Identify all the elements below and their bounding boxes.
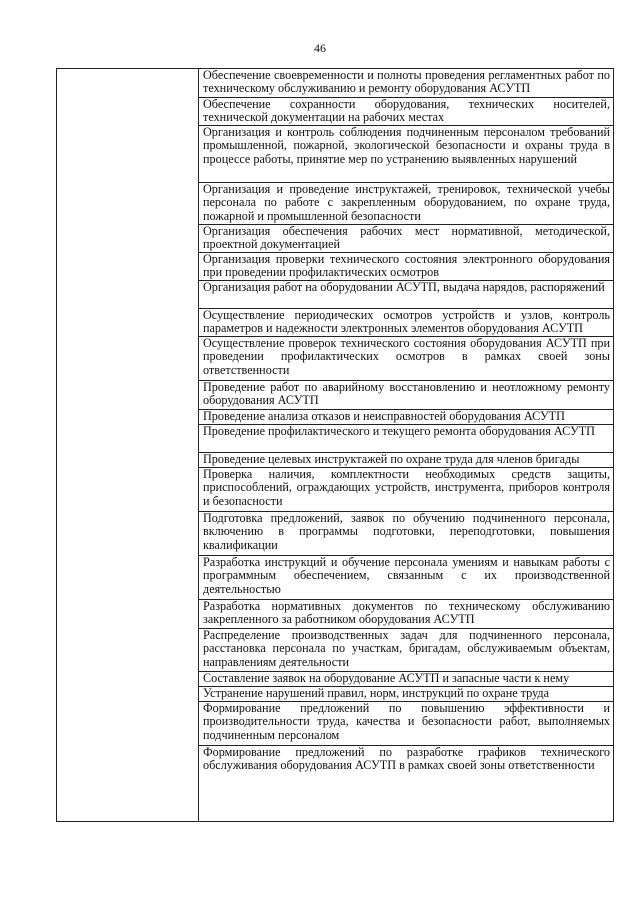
table-row: Осуществление периодических осмотров устройств и узлов, контроль параметров и надежности электронных элементов оборудования АСУТП xyxy=(199,309,613,337)
table-row: Формирование предложений по повышению эффективности и производительности труда, качества и безопасности работ, выполняемых подчиненным персоналом xyxy=(199,702,613,746)
table-row: Организация и проведение инструктажей, тренировок, технической учебы персонала по работе с закрепленным оборудованием, по охране труда, пожарной и промышленной безопасности xyxy=(199,183,613,225)
table-right-column xyxy=(199,69,613,821)
table-row: Устранение нарушений правил, норм, инструкций по охране труда xyxy=(199,687,613,702)
table-row: Разработка нормативных документов по техническому обслуживанию закрепленного за работником оборудования АСУТП xyxy=(199,600,613,629)
table-row: Составление заявок на оборудование АСУТП и запасные части к нему xyxy=(199,672,613,687)
table-row: Обеспечение сохранности оборудования, технических носителей, технической документации на рабочих местах xyxy=(199,98,613,126)
table-row: Организация работ на оборудовании АСУТП, выдача нарядов, распоряжений xyxy=(199,281,613,309)
table-row: Распределение производственных задач для подчиненного персонала, расстановка персонала по участкам, бригадам, обслуживаемым объектам, направлениям деятельности xyxy=(199,629,613,672)
table-row: Осуществление проверок технического состояния оборудования АСУТП при проведении профилактических осмотров в рамках своей зоны ответственности xyxy=(199,337,613,381)
table-left-column xyxy=(57,69,199,821)
table-row: Организация и контроль соблюдения подчиненным персоналом требований промышленной, пожарной, экологической безопасности и охраны труда в процессе работы, принятие мер по устранению выявленных нарушений xyxy=(199,126,613,183)
page-number: 46 xyxy=(314,41,326,55)
table-row: Организация обеспечения рабочих мест нормативной, методической, проектной документацией xyxy=(199,225,613,253)
table-row: Обеспечение своевременности и полноты проведения регламентных работ по техническому обслуживанию и ремонту оборудования АСУТП xyxy=(199,69,613,98)
table-row: Формирование предложений по разработке графиков технического обслуживания оборудования АСУТП в рамках своей зоны ответственности xyxy=(203,745,610,773)
table-row: Проведение целевых инструктажей по охране труда для членов бригады xyxy=(199,453,613,468)
table-row: Проведение профилактического и текущего ремонта оборудования АСУТП xyxy=(199,425,613,453)
table-row: Проведение анализа отказов и неисправностей оборудования АСУТП xyxy=(199,410,613,425)
table-row: Организация проверки технического состояния электронного оборудования при проведении профилактических осмотров xyxy=(199,253,613,281)
table-row: Проведение работ по аварийному восстановлению и неотложному ремонту оборудования АСУТП xyxy=(199,381,613,410)
labor-actions-table xyxy=(56,68,614,822)
table-row: Проверка наличия, комплектности необходимых средств защиты, приспособлений, ограждающих устройств, инструмента, приборов контроля и безопасности xyxy=(199,468,613,512)
table-row: Подготовка предложений, заявок по обучению подчиненного персонала, включению в программы подготовки, переподготовки, повышения квалификации xyxy=(199,512,613,556)
table-row: Разработка инструкций и обучение персонала умениям и навыкам работы с программным обеспечением, связанным с их производственной деятельностью xyxy=(199,556,613,600)
